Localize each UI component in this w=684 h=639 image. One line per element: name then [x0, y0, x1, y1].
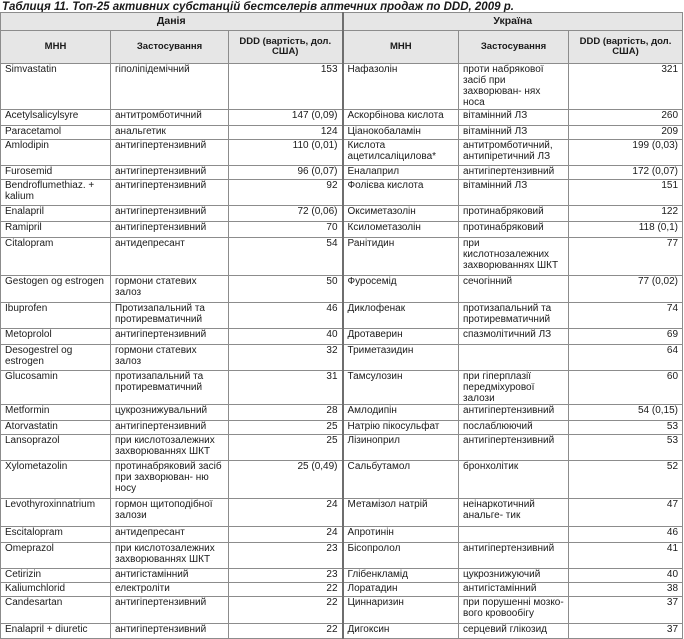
- table-row: [1, 597, 683, 624]
- cell-ddd-ua: 74: [569, 303, 683, 329]
- country-header-denmark: Данія: [1, 13, 343, 31]
- cell-mnn-ua: Глібенкламід: [343, 569, 459, 583]
- cell-use-ua: протинабряковий: [459, 222, 569, 238]
- table-row: [1, 405, 683, 421]
- cell-ddd-ua: 321: [569, 64, 683, 110]
- table-row: [1, 206, 683, 222]
- table-row: [1, 126, 683, 140]
- cell-ddd-dk: 46: [229, 303, 343, 329]
- cell-use-ua: антигіпертензивний: [459, 405, 569, 421]
- col-header-mnn-ua: МНН: [343, 31, 459, 64]
- cell-ddd-dk: 40: [229, 329, 343, 345]
- cell-mnn-ua: Дротаверин: [343, 329, 459, 345]
- cell-mnn-dk: Lansoprazol: [1, 435, 111, 461]
- table-row: [1, 166, 683, 180]
- table-row: [1, 421, 683, 435]
- cell-ddd-ua: 47: [569, 499, 683, 527]
- cell-ddd-ua: 41: [569, 543, 683, 569]
- cell-ddd-ua: 40: [569, 569, 683, 583]
- table-row: [1, 569, 683, 583]
- cell-mnn-ua: Нафазолін: [343, 64, 459, 110]
- cell-use-ua: вітамінний ЛЗ: [459, 180, 569, 206]
- cell-use-ua: антигіпертензивний: [459, 166, 569, 180]
- cell-use-ua: протизапальний та протиревматичний: [459, 303, 569, 329]
- col-header-use-dk: Застосування: [111, 31, 229, 64]
- cell-mnn-ua: Диклофенак: [343, 303, 459, 329]
- cell-mnn-dk: Enalapril + diuretic: [1, 624, 111, 639]
- cell-use-dk: антигістамінний: [111, 569, 229, 583]
- cell-use-ua: вітамінний ЛЗ: [459, 110, 569, 126]
- cell-mnn-ua: Лоратадин: [343, 583, 459, 597]
- cell-ddd-ua: 172 (0,07): [569, 166, 683, 180]
- cell-use-ua: протинабряковий: [459, 206, 569, 222]
- cell-use-ua: [459, 345, 569, 371]
- cell-mnn-dk: Xylometazolin: [1, 461, 111, 499]
- cell-use-dk: цукрознижувальний: [111, 405, 229, 421]
- cell-use-dk: антигіпертензивний: [111, 166, 229, 180]
- table-row: [1, 624, 683, 639]
- cell-use-ua: при гіперплазії передміхурової залози: [459, 371, 569, 405]
- cell-use-dk: антигіпертензивний: [111, 329, 229, 345]
- cell-ddd-dk: 72 (0,06): [229, 206, 343, 222]
- cell-mnn-dk: Ramipril: [1, 222, 111, 238]
- cell-ddd-ua: 38: [569, 583, 683, 597]
- cell-mnn-dk: Metoprolol: [1, 329, 111, 345]
- cell-ddd-ua: 77 (0,02): [569, 276, 683, 303]
- cell-use-dk: анальгетик: [111, 126, 229, 140]
- cell-use-dk: гормони статевих залоз: [111, 345, 229, 371]
- cell-use-dk: при кислотозалежних захворюваннях ШКТ: [111, 435, 229, 461]
- cell-ddd-ua: 37: [569, 597, 683, 624]
- table-body: [1, 64, 683, 639]
- cell-mnn-dk: Levothyroxinnatrium: [1, 499, 111, 527]
- cell-use-ua: бронхолітик: [459, 461, 569, 499]
- cell-mnn-dk: Paracetamol: [1, 126, 111, 140]
- cell-ddd-dk: 24: [229, 499, 343, 527]
- cell-ddd-dk: 23: [229, 543, 343, 569]
- cell-ddd-dk: 54: [229, 238, 343, 276]
- cell-use-dk: антитромботичний: [111, 110, 229, 126]
- cell-ddd-dk: 23: [229, 569, 343, 583]
- cell-use-dk: протинабряковий засіб при захворюван- ню носу: [111, 461, 229, 499]
- cell-ddd-dk: 22: [229, 583, 343, 597]
- cell-mnn-ua: Лізиноприл: [343, 435, 459, 461]
- top25-ddd-table: [0, 12, 683, 639]
- cell-ddd-dk: 22: [229, 624, 343, 639]
- table-row: [1, 64, 683, 110]
- cell-ddd-dk: 50: [229, 276, 343, 303]
- cell-mnn-ua: Метамізол натрій: [343, 499, 459, 527]
- cell-mnn-ua: Триметазидин: [343, 345, 459, 371]
- cell-use-dk: антигіпертензивний: [111, 180, 229, 206]
- cell-use-ua: антигіпертензивний: [459, 543, 569, 569]
- cell-mnn-ua: Апротинін: [343, 527, 459, 543]
- cell-ddd-dk: 25 (0,49): [229, 461, 343, 499]
- table-row: [1, 329, 683, 345]
- cell-ddd-ua: 122: [569, 206, 683, 222]
- cell-mnn-ua: Ранітидин: [343, 238, 459, 276]
- cell-mnn-dk: Atorvastatin: [1, 421, 111, 435]
- col-header-ddd-dk: DDD (вартість, дол. США): [229, 31, 343, 64]
- cell-ddd-dk: 25: [229, 435, 343, 461]
- table-row: [1, 222, 683, 238]
- cell-ddd-ua: 60: [569, 371, 683, 405]
- cell-ddd-ua: 151: [569, 180, 683, 206]
- table-row: [1, 499, 683, 527]
- table-row: [1, 543, 683, 569]
- cell-mnn-dk: Glucosamin: [1, 371, 111, 405]
- cell-ddd-dk: 153: [229, 64, 343, 110]
- cell-mnn-ua: Еналаприл: [343, 166, 459, 180]
- cell-use-ua: антигістамінний: [459, 583, 569, 597]
- cell-use-ua: серцевий глікозид: [459, 624, 569, 639]
- cell-mnn-dk: Metformin: [1, 405, 111, 421]
- cell-ddd-dk: 25: [229, 421, 343, 435]
- cell-mnn-ua: Оксиметазолін: [343, 206, 459, 222]
- cell-mnn-dk: Enalapril: [1, 206, 111, 222]
- cell-mnn-ua: Фуросемід: [343, 276, 459, 303]
- table-row: [1, 461, 683, 499]
- cell-use-ua: сечогінний: [459, 276, 569, 303]
- table-row: [1, 276, 683, 303]
- table-row: [1, 345, 683, 371]
- cell-mnn-dk: Amlodipin: [1, 140, 111, 166]
- cell-use-dk: антигіпертензивний: [111, 206, 229, 222]
- cell-use-dk: антидепресант: [111, 238, 229, 276]
- cell-ddd-dk: 32: [229, 345, 343, 371]
- cell-ddd-dk: 31: [229, 371, 343, 405]
- cell-use-ua: неінаркотичний анальге- тик: [459, 499, 569, 527]
- cell-ddd-dk: 92: [229, 180, 343, 206]
- cell-mnn-ua: Циннаризин: [343, 597, 459, 624]
- cell-ddd-dk: 22: [229, 597, 343, 624]
- cell-ddd-ua: 54 (0,15): [569, 405, 683, 421]
- cell-ddd-ua: 46: [569, 527, 683, 543]
- table-row: [1, 371, 683, 405]
- cell-use-ua: при порушенні мозко- вого кровообігу: [459, 597, 569, 624]
- cell-mnn-dk: Acetylsalicylsyre: [1, 110, 111, 126]
- cell-use-ua: проти набрякової засіб при захворюван- нях носа: [459, 64, 569, 110]
- table-row: [1, 527, 683, 543]
- cell-mnn-dk: Gestogen og estrogen: [1, 276, 111, 303]
- cell-ddd-dk: 124: [229, 126, 343, 140]
- cell-ddd-dk: 28: [229, 405, 343, 421]
- cell-mnn-dk: Escitalopram: [1, 527, 111, 543]
- cell-use-dk: гормони статевих залоз: [111, 276, 229, 303]
- cell-mnn-dk: Kaliumchlorid: [1, 583, 111, 597]
- cell-mnn-ua: Аскорбінова кислота: [343, 110, 459, 126]
- cell-use-ua: цукрознижуючий: [459, 569, 569, 583]
- cell-use-dk: при кислотозалежних захворюваннях ШКТ: [111, 543, 229, 569]
- cell-ddd-ua: 52: [569, 461, 683, 499]
- cell-ddd-ua: 77: [569, 238, 683, 276]
- cell-use-dk: Протизапальний та протиревматичний: [111, 303, 229, 329]
- cell-use-ua: вітамінний ЛЗ: [459, 126, 569, 140]
- cell-use-ua: при кислотнозалежних захворюваннях ШКТ: [459, 238, 569, 276]
- cell-ddd-ua: 209: [569, 126, 683, 140]
- cell-mnn-ua: Бісопролол: [343, 543, 459, 569]
- cell-use-dk: антигіпертензивний: [111, 624, 229, 639]
- cell-mnn-dk: Candesartan: [1, 597, 111, 624]
- country-header-ukraine: Україна: [343, 13, 683, 31]
- table-row: [1, 140, 683, 166]
- cell-ddd-ua: 69: [569, 329, 683, 345]
- cell-ddd-ua: 37: [569, 624, 683, 639]
- cell-use-dk: антидепресант: [111, 527, 229, 543]
- table-row: [1, 180, 683, 206]
- cell-use-dk: антигіпертензивний: [111, 140, 229, 166]
- cell-ddd-ua: 260: [569, 110, 683, 126]
- cell-ddd-dk: 96 (0,07): [229, 166, 343, 180]
- cell-use-ua: послаблюючий: [459, 421, 569, 435]
- cell-mnn-dk: Bendroflumethiaz. + kalium: [1, 180, 111, 206]
- cell-mnn-dk: Omeprazol: [1, 543, 111, 569]
- col-header-mnn-dk: МНН: [1, 31, 111, 64]
- cell-use-dk: електроліти: [111, 583, 229, 597]
- cell-ddd-ua: 118 (0,1): [569, 222, 683, 238]
- cell-use-dk: гіполіпідемічний: [111, 64, 229, 110]
- cell-ddd-dk: 24: [229, 527, 343, 543]
- cell-ddd-dk: 110 (0,01): [229, 140, 343, 166]
- table-row: [1, 583, 683, 597]
- col-header-ddd-ua: DDD (вартість, дол. США): [569, 31, 683, 64]
- cell-use-ua: антигіпертензивний: [459, 435, 569, 461]
- cell-mnn-ua: Ціанокобаламін: [343, 126, 459, 140]
- cell-mnn-ua: Кислота ацетилсаліцилова*: [343, 140, 459, 166]
- cell-mnn-ua: Сальбутамол: [343, 461, 459, 499]
- cell-ddd-ua: 199 (0,03): [569, 140, 683, 166]
- cell-mnn-dk: Citalopram: [1, 238, 111, 276]
- cell-ddd-dk: 147 (0,09): [229, 110, 343, 126]
- cell-mnn-dk: Desogestrel og estrogen: [1, 345, 111, 371]
- cell-use-ua: [459, 527, 569, 543]
- cell-mnn-dk: Ibuprofen: [1, 303, 111, 329]
- cell-ddd-ua: 64: [569, 345, 683, 371]
- cell-use-ua: антитромботичний, антипіретичний ЛЗ: [459, 140, 569, 166]
- col-header-use-ua: Застосування: [459, 31, 569, 64]
- cell-mnn-ua: Натрію пікосульфат: [343, 421, 459, 435]
- table-row: [1, 435, 683, 461]
- cell-ddd-ua: 53: [569, 435, 683, 461]
- cell-mnn-dk: Cetirizin: [1, 569, 111, 583]
- table-row: [1, 238, 683, 276]
- table-caption: Таблиця 11. Топ-25 активних субстанцій бестселерів аптечних продаж по DDD, 2009 р.: [2, 1, 514, 13]
- table-row: [1, 303, 683, 329]
- cell-use-dk: антигіпертензивний: [111, 421, 229, 435]
- cell-ddd-ua: 53: [569, 421, 683, 435]
- cell-mnn-dk: Simvastatin: [1, 64, 111, 110]
- table-row: [1, 110, 683, 126]
- cell-mnn-ua: Дигоксин: [343, 624, 459, 639]
- cell-mnn-ua: Фолієва кислота: [343, 180, 459, 206]
- cell-ddd-dk: 70: [229, 222, 343, 238]
- cell-mnn-dk: Furosemid: [1, 166, 111, 180]
- cell-mnn-ua: Амлодипін: [343, 405, 459, 421]
- cell-mnn-ua: Тамсулозин: [343, 371, 459, 405]
- cell-use-dk: антигіпертензивний: [111, 222, 229, 238]
- cell-use-ua: спазмолітичний ЛЗ: [459, 329, 569, 345]
- cell-use-dk: протизапальний та протиревматичний: [111, 371, 229, 405]
- cell-mnn-ua: Ксилометазолін: [343, 222, 459, 238]
- cell-use-dk: гормон щитоподібної залози: [111, 499, 229, 527]
- cell-use-dk: антигіпертензивний: [111, 597, 229, 624]
